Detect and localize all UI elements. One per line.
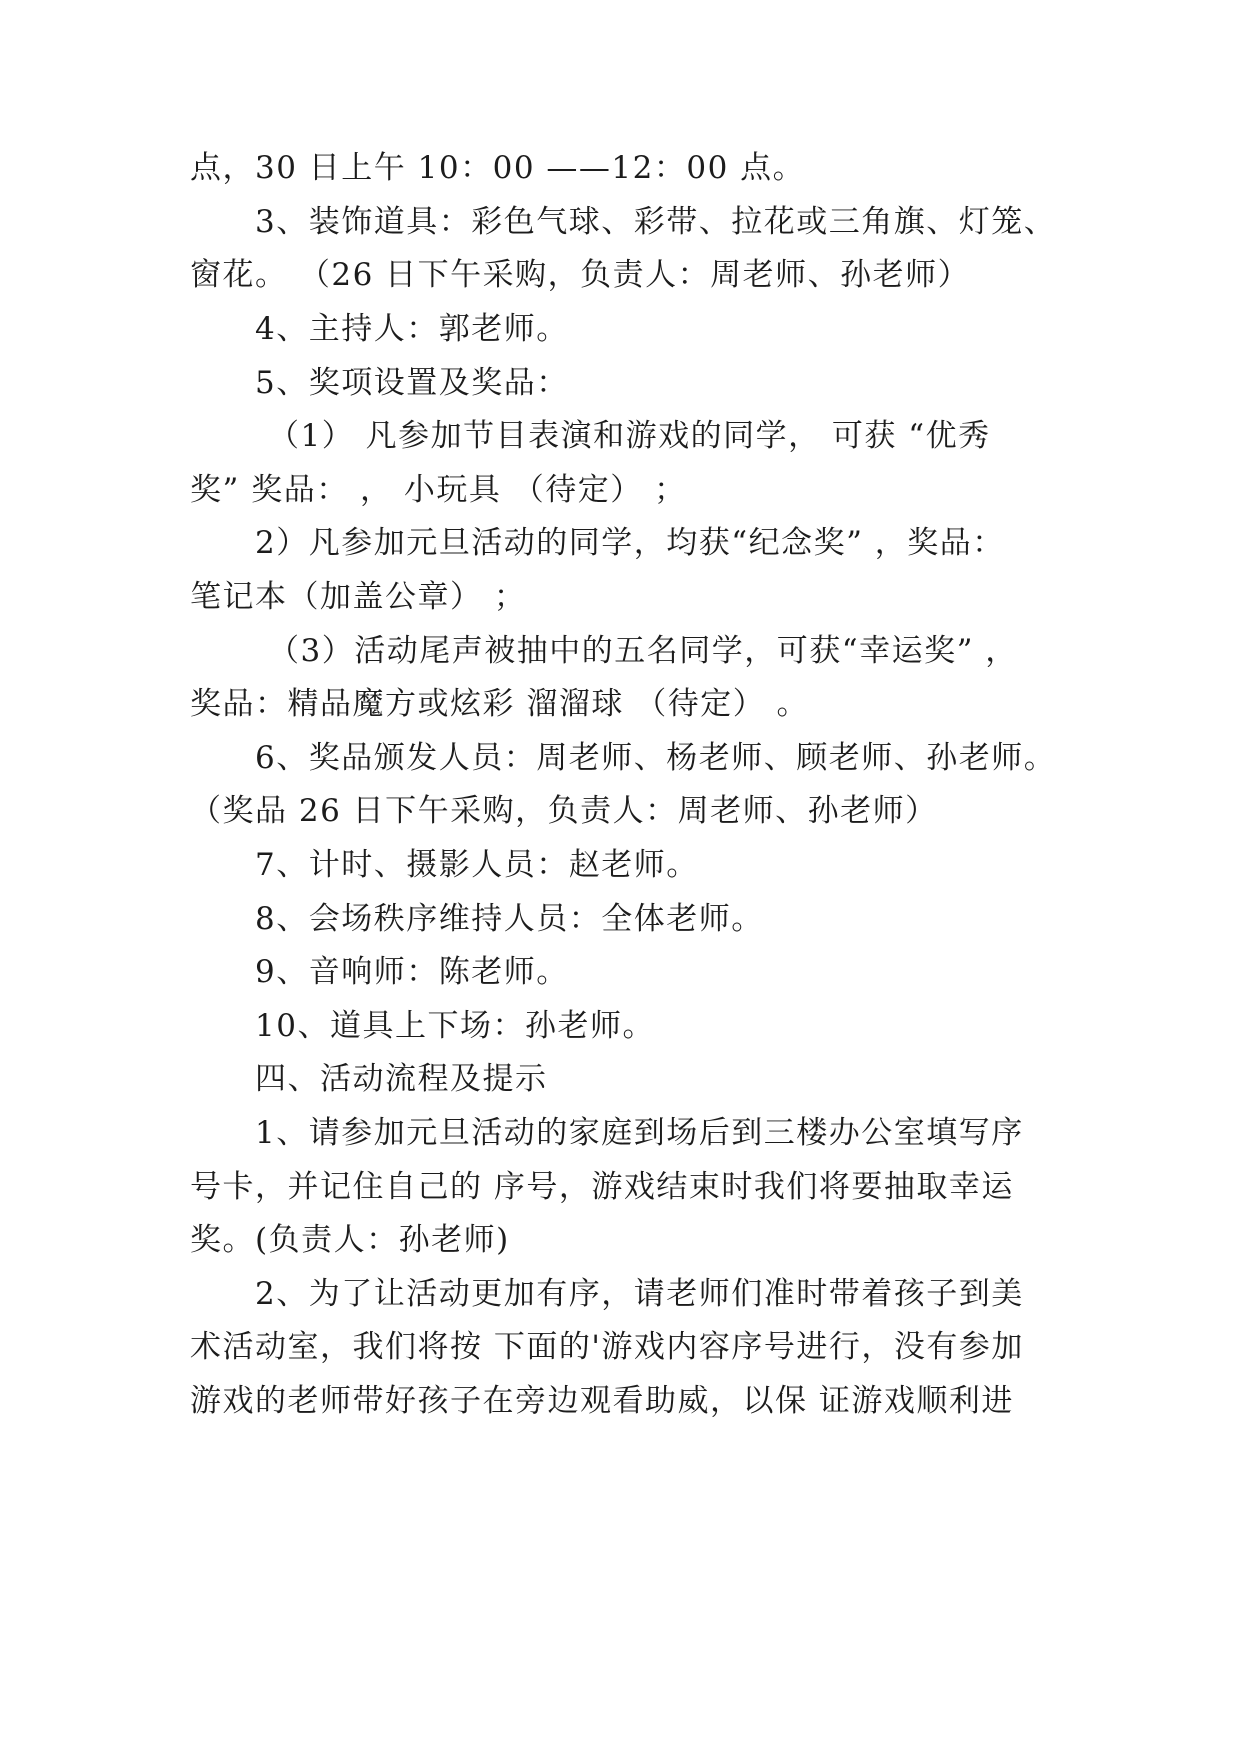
text-line: 奖” 奖品： ， 小玩具 （待定） ；: [190, 472, 687, 508]
text-line: 8、会场秩序维持人员：全体老师。: [255, 901, 764, 937]
text-line: 2）凡参加元旦活动的同学，均获“纪念奖” ，奖品：: [255, 525, 1005, 561]
text-line: 术活动室，我们将按 下面的'游戏内容序号进行，没有参加: [190, 1329, 1024, 1365]
text-line: 号卡，并记住自己的 序号，游戏结束时我们将要抽取幸运: [190, 1169, 1014, 1205]
text-line: 奖品：精品魔方或炫彩 溜溜球 （待定） 。: [190, 686, 810, 722]
text-line: 点，30 日上午 10：00 ——12：00 点。: [190, 150, 806, 186]
text-line: 2、为了让活动更加有序，请老师们准时带着孩子到美: [255, 1276, 1024, 1312]
text-line: 9、音响师：陈老师。: [255, 954, 569, 990]
text-line: 5、奖项设置及奖品：: [255, 365, 569, 401]
text-line: 奖。(负责人：孙老师): [190, 1222, 510, 1258]
text-line: 10、道具上下场：孙老师。: [255, 1008, 655, 1044]
text-line: 6、奖品颁发人员：周老师、杨老师、顾老师、孙老师。: [255, 740, 1057, 776]
text-line: 7、计时、摄影人员：赵老师。: [255, 847, 699, 883]
section-heading: 四、活动流程及提示: [255, 1061, 548, 1097]
text-line: 4、主持人：郭老师。: [255, 311, 569, 347]
text-line: 笔记本（加盖公章） ；: [190, 579, 527, 615]
text-line: （1） 凡参加节目表演和游戏的同学， 可获 “优秀: [268, 418, 991, 454]
text-line: 1、请参加元旦活动的家庭到场后到三楼办公室填写序: [255, 1115, 1024, 1151]
text-line: 游戏的老师带好孩子在旁边观看助威，以保 证游戏顺利进: [190, 1383, 1014, 1419]
text-line: 窗花。 （26 日下午采购，负责人：周老师、孙老师）: [190, 257, 971, 293]
text-line: 3、装饰道具：彩色气球、彩带、拉花或三角旗、灯笼、: [255, 204, 1057, 240]
text-line: （奖品 26 日下午采购，负责人：周老师、孙老师）: [190, 793, 938, 829]
text-line: （3）活动尾声被抽中的五名同学，可获“幸运奖” ，: [268, 633, 1018, 669]
